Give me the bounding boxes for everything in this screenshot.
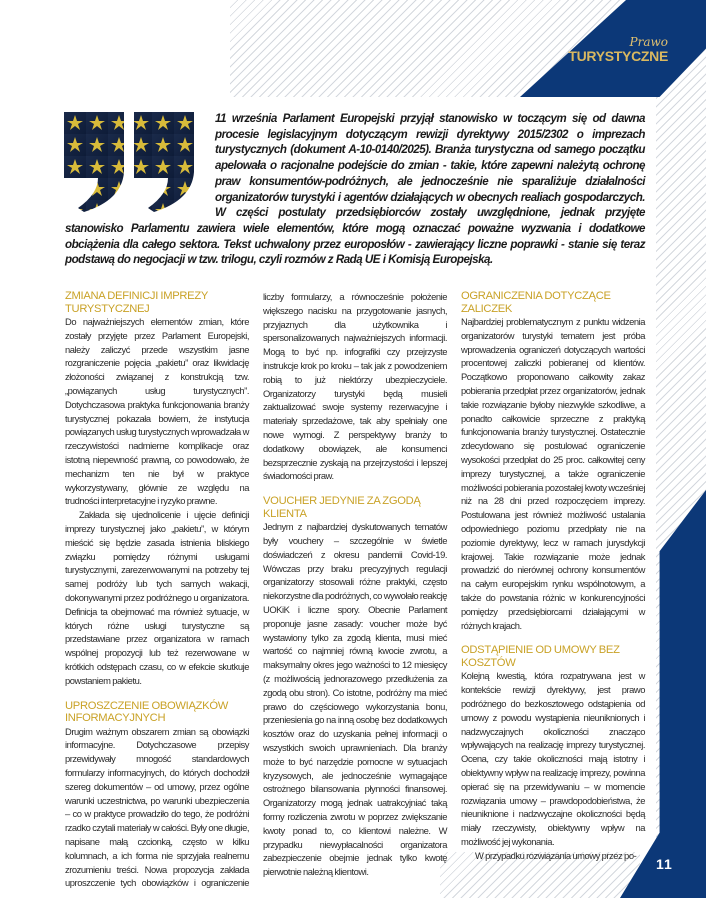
section-heading: ODSTĄPIENIE OD UMOWY BEZ KOSZTÓW: [461, 644, 620, 669]
section-heading: VOUCHER JEDYNIE ZA ZGODĄ KLIENTA: [263, 495, 421, 520]
section-heading: ZMIANA DEFINICJI IMPREZY TURYSTYCZNEJ: [65, 290, 208, 315]
section-script: Prawo: [629, 35, 668, 49]
paragraph: Najbardziej problematycznym z punktu widzenia organizatorów turystyki tematem jest próba wprowadzenia ograniczeń dotyczących wartości procentowej zaliczki pobieranej od klientów. Początkowo proponowano całkowity zakaz pobierania przedpłat przez organizatorów, jednak takie rozwiązanie byłoby niezwykle szkodliwe, a ponadto całkowicie sprzeczne z praktyką funkcjonowania branży turystycznej. Ostatecznie zdecydowano się postulować ograniczenie wysokości przedpłat do 25 proc. całkowitej ceny imprezy turystycznej, a także ograniczenie możliwości pobierania pozostałej kwoty wcześniej niż na 28 dni przed rozpoczęciem imprezy. Postulowana jest również możliwość ustalania odpowiedniego poziomu przedpłaty nie na poziomie dyrektywy, lecz w ramach jurysdykcji krajowej. Takie rozwiązanie może jednak prowadzić do nierównej ochrony konsumentów na całym europejskim rynku wspólnotowym, a także do powstania różnic w konkurencyjności pomiędzy przedsiębiorcami działającymi w różnych krajach.: [461, 316, 645, 631]
section-heading: OGRANICZENIA DOTYCZĄCE ZALICZEK: [461, 290, 611, 315]
article-lead: [65, 111, 645, 268]
paragraph: Zakłada się ujednolicenie i ujęcie definicji imprezy turystycznej jako „pakietu”, w którym mieścić się będzie zasada istnienia bliskiego związku pomiędzy różnymi usługami turystycznymi, zarezerwowanymi na potrzeby tej samej podróży lub tych samych wakacji, dokonywanymi przez podróżnego u organizatora. Definicja ta obejmować ma również sytuacje, w których różne usługi turystyczne są przedstawiane przez organizatora w ramach wspólnej propozycji lub też rezerwowane w krótkich odstępach czasu, co w efekcie skutkuje powstaniem pakietu.: [65, 509, 249, 686]
article-body: [65, 290, 645, 890]
page-number: 11: [656, 856, 673, 872]
paragraph: Do najważniejszych elementów zmian, które zostały przyjęte przez Parlament Europejski, należy zaliczyć przede wszystkim jasne rozgraniczenie pojęcia „pakietu” oraz likwidację złożoności związanej z konstrukcją tzw. „powiązanych usług turystycznych”. Dotychczasowa praktyka funkcjonowania branży turystycznej pokazała bowiem, że instytucja powiązanych usług turystycznych wprowadzała w rzeczywistości nadmierne komplikacje oraz istotną niepewność prawną, co powodowało, że mechanizm ten nie był w praktyce wykorzystywany, głównie ze względu na trudności interpretacyjne i ryzyko prawne.: [65, 316, 249, 507]
paragraph: Drugim ważnym obszarem zmian są obowiązki informacyjne. Dotychczasowe przepisy przewidywały mnogość standardowych formularzy informacyjnych, do których dochodził szereg dokumentów – od umowy, przez ogólne warunki uczestnictwa, po warunki ubezpieczenia – co w praktyce prowadziło do tego, że podróżni rzadko czytali materiały w całości. Były one długie, napisane małą czcionką, często w kilku kolumnach, a ich forma nie sprzyjała realnemu zrozumieniu treści. Nowa propozycja zakłada uproszczenie tych obowiązków i ograniczenie liczby formularzy, a równocześnie położenie większego nacisku na przygotowanie jasnych, przyjaznych dla użytkownika i spersonalizowanych najważniejszych informacji. Mogą to być np. infografiki czy przejrzyste instrukcje krok po kroku – tak jak z powodzeniem robią to już niektórzy ubezpieczyciele. Organizatorzy turystyki będą musieli zaktualizować swoje systemy rezerwacyjne i materiały sprzedażowe, tak aby spełniały one nowe wymogi. Z perspektywy branży to dodatkowy obowiązek, ale konsumenci bezsprzecznie zyskają na przejrzystości i lepszej świadomości praw.: [65, 291, 447, 889]
paragraph: Kolejną kwestią, która rozpatrywana jest w kontekście rewizji dyrektywy, jest prawo podróżnego do bezkosztowego odstąpienia od umowy z powodu wystąpienia nieuniknionych i nadzwyczajnych okoliczności znacząco wpływających na realizację imprezy turystycznej. Ocena, czy takie okoliczności mają istotny i obiektywny wpływ na realizację imprezy, powinna opierać się na przewidywaniu – w momencie rozwiązania umowy – prawdopodobieństwa, że nieuniknione i nadzwyczajne okoliczności będą miały rzeczywisty, obiektywny wpływ na możliwość jej wykonania.: [461, 670, 645, 847]
section-title: TURYSTYCZNE: [568, 48, 668, 64]
section-heading: UPROSZCZENIE OBOWIĄZKÓW INFORMACYJNYCH: [65, 699, 229, 725]
paragraph: W przypadku rozwiązania umowy przez po-: [475, 849, 637, 861]
paragraph: Jednym z najbardziej dyskutowanych tematów były vouchery – szczególnie w świetle doświadczeń z okresu pandemii Covid-19. Wówczas przy braku precyzyjnych regulacji organizatorzy stosowali różne praktyki, często niekorzystne dla podróżnych, co wywołało reakcję UOKiK i liczne spory. Obecnie Parlament proponuje jasne zasady: voucher może być wystawiony tylko za zgodą klienta, musi mieć wartość co najmniej równą kwocie zwrotu, a maksymalny okres jego ważności to 12 miesięcy (z możliwością jednorazowego przedłużenia za zgodą obu stron). Co istotne, podróżny ma mieć prawo do częściowego wykorzystania bonu, przeniesienia go na inną osobę bez dodatkowych kosztów oraz do uzyskania pełnej informacji o wszystkich swoich uprawnieniach. Dla branży może to być narzędzie pomocne w sytuacjach kryzysowych, ale jednocześnie wymagające ostrożnego bilansowania płynności finansowej. Organizatorzy mogą jednak uatrakcyjniać taką formy rozliczenia zwrotu w poprzez zwiększanie kwoty ponad to, co klientowi należne. W przypadku niewypłacalności organizatora zabezpieczenie obejmie jednak tylko kwotę pierwotnie należną klientowi.: [263, 521, 447, 878]
lead-text: 11 września Parlament Europejski przyjął stanowisko w toczącym się od dawna procesie legislacyjnym dotyczącym rewizji dyrektywy 2015/2302 o imprezach turystycznych (dokument A-10-0140/2025). Branża turystyczna od samego początku apelowała o racjonalne podejście do zmian - takie, które zapewni należytą ochronę praw konsumentów-podróżnych, ale jednocześnie nie sparaliżuje działalności organizatorów turystyki i agentów działających w obecnych realiach gospodarczych. W części postulaty przedsiębiorców zostały uwzględnione, jednak przyjęte stanowisko Parlamentu zawiera wiele elementów, które mogą oznaczać poważne wyzwania i dodatkowe obciążenia dla całego sektora. Tekst uchwalony przez europosłów - zawierający liczne poprawki - stanie się teraz podstawą do negocjacji w tzw. trilogu, czyli rozmów z Radą UE i Komisją Europejską.: [65, 112, 645, 267]
